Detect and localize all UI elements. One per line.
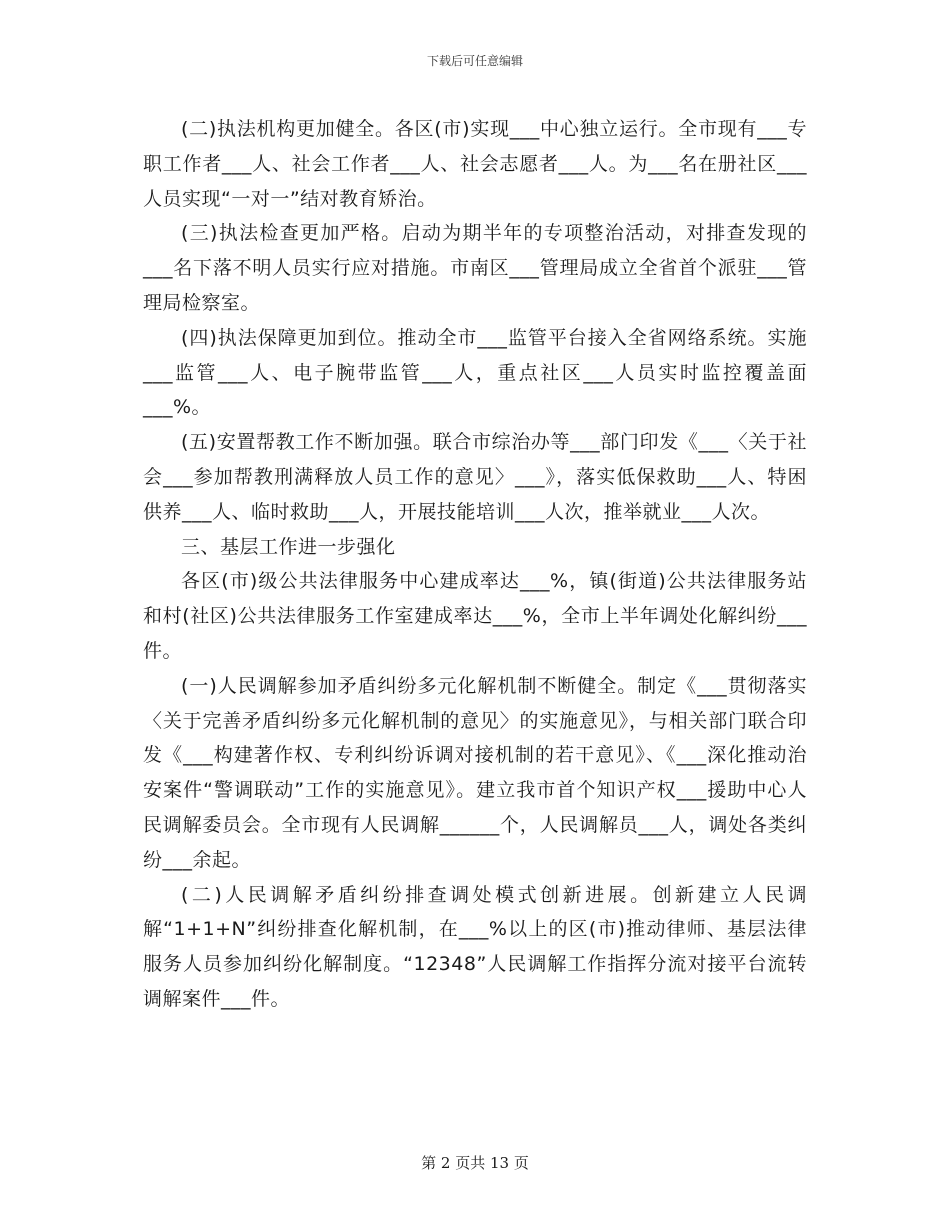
- paragraph-mediation-mechanism: (一)人民调解参加矛盾纠纷多元化解机制不断健全。制定《___贯彻落实〈关于完善矛盾纠纷多元化解机制的意见〉的实施意见》，与相关部门联合印发《___构建著作权、专利纠纷诉调对接机制的若干意见》、《___深化推动治安案件“警调联动”工作的实施意见》。建立我市首个知识产权___援助中心人民调解委员会。全市现有人民调解______个，人民调解员___人，调处各类纠纷___余起。: [143, 674, 807, 871]
- page-footer-number: 第 2 页共 13 页: [421, 1154, 529, 1172]
- page-header: 下载后可任意编辑: [426, 54, 523, 68]
- section-heading-grassroots: 三、基层工作进一步强化: [181, 535, 396, 558]
- paragraph-public-legal-service: 各区(市)级公共法律服务中心建成率达___%，镇(街道)公共法律服务站和村(社区)公共法律服务工作室建成率达___%，全市上半年调处化解纠纷___件。: [143, 570, 807, 662]
- paragraph-law-enforcement-inspection: (三)执法检查更加严格。启动为期半年的专项整治活动，对排查发现的___名下落不明人员实行应对措施。市南区___管理局成立全省首个派驻___管理局检察室。: [143, 222, 807, 314]
- paragraph-resettlement-assistance: (五)安置帮教工作不断加强。联合市综治办等___部门印发《___〈关于社会___参加帮教刑满释放人员工作的意见〉___》，落实低保救助___人、特困供养___人、临时救助___人，开展技能培训___人次，推举就业___人次。: [143, 431, 807, 523]
- paragraph-mediation-innovation: (二)人民调解矛盾纠纷排查调处模式创新进展。创新建立人民调解“1+1+N”纠纷排查化解机制，在___%以上的区(市)推动律师、基层法律服务人员参加纠纷化解制度。“12348”人民调解工作指挥分流对接平台流转调解案件___件。: [143, 883, 807, 1010]
- document-body: [143, 112, 807, 1017]
- paragraph-law-enforcement-support: (四)执法保障更加到位。推动全市___监管平台接入全省网络系统。实施___监管___人、电子腕带监管___人，重点社区___人员实时监控覆盖面___%。: [143, 326, 807, 419]
- paragraph-law-enforcement-agency: (二)执法机构更加健全。各区(市)实现___中心独立运行。全市现有___专职工作者___人、社会工作者___人、社会志愿者___人。为___名在册社区___人员实现“一对一”结对教育矫治。: [143, 118, 807, 210]
